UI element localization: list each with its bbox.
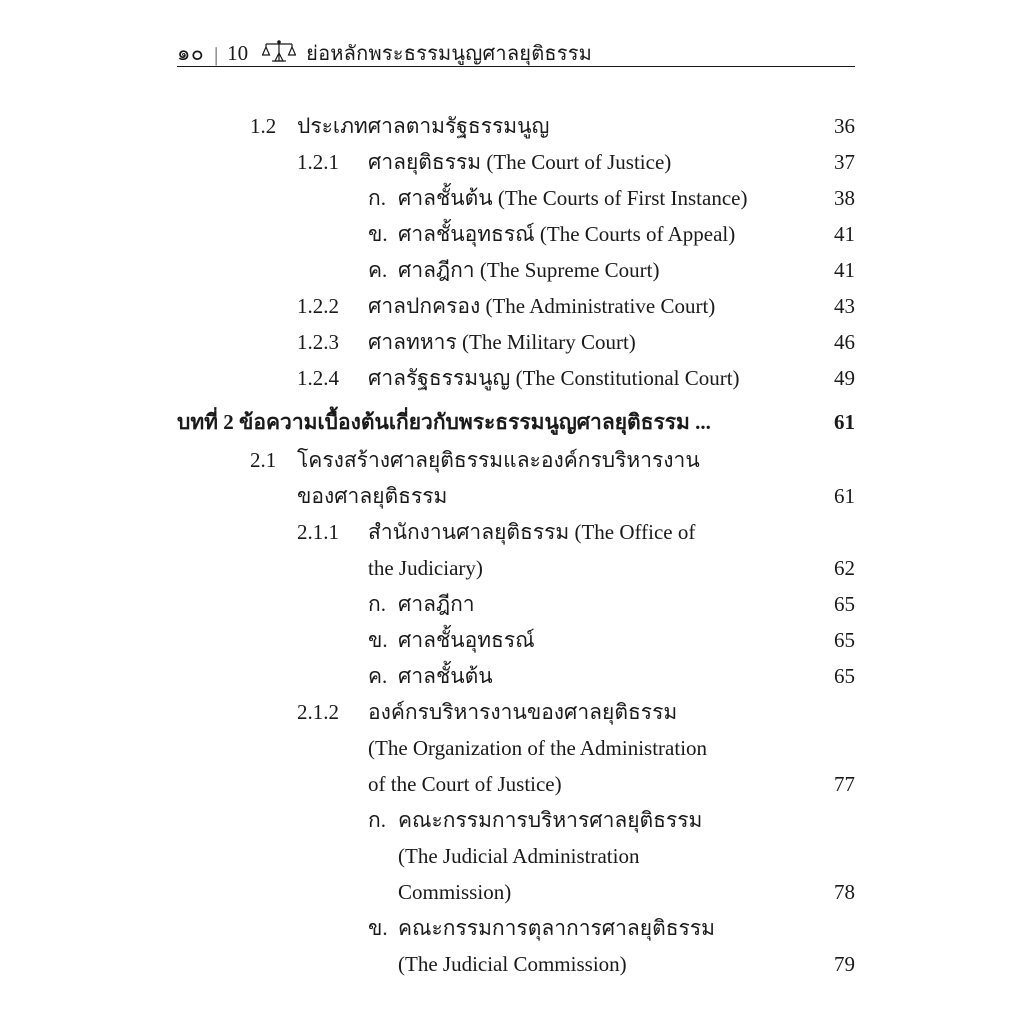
toc-entry-page-number: 43 [834,294,855,318]
toc-entry-row[interactable] [177,658,855,694]
toc-continuation-row [177,478,855,514]
toc-entry-row[interactable] [177,910,855,946]
folio-thai-numeral: ๑๐ [177,41,205,65]
toc-continuation-row [177,550,855,586]
toc-entry-label: ประเภทศาลตามรัฐธรรมนูญ [297,114,550,138]
toc-entry-label: (The Judicial Administration [398,844,640,868]
toc-entry-label: the Judiciary) [368,556,483,580]
toc-entry-label: Commission) [398,880,512,904]
toc-entry-number: ก. [368,808,386,832]
toc-entry-label: องค์กรบริหารงานของศาลยุติธรรม [368,700,678,724]
running-head [177,34,855,66]
toc-entry-row[interactable] [177,586,855,622]
toc-entry-row[interactable] [177,622,855,658]
toc-entry-page-number: 61 [834,484,855,508]
toc-entry-row[interactable] [177,360,855,396]
toc-entry-label: ศาลชั้นต้น (The Courts of First Instance) [398,186,748,210]
scales-of-justice-icon [262,39,296,65]
toc-entry-row[interactable] [177,442,855,478]
page-header [177,34,855,68]
toc-entry-label: โครงสร้างศาลยุติธรรมและองค์กรบริหารงาน [297,448,700,472]
toc-entry-label: ศาลชั้นต้น [398,664,493,688]
toc-entry-label: สำนักงานศาลยุติธรรม (The Office of [368,520,696,544]
toc-entry-row[interactable] [177,324,855,360]
folio-arabic-numeral: 10 [227,41,249,65]
toc-entry-label: ศาลฎีกา [398,592,475,616]
toc-entry-page-number: 65 [834,592,855,616]
toc-continuation-row [177,946,855,982]
toc-entry-number: 1.2.1 [297,150,339,174]
toc-continuation-row [177,766,855,802]
toc-entry-label: ศาลปกครอง (The Administrative Court) [368,294,716,318]
toc-chapter-row[interactable] [177,396,855,442]
toc-entry-page-number: 46 [834,330,855,354]
toc-entry-page-number: 65 [834,664,855,688]
toc-entry-label: คณะกรรมการตุลาการศาลยุติธรรม [398,916,715,940]
toc-entry-label: ศาลฎีกา (The Supreme Court) [398,258,660,282]
toc-entry-number: ค. [368,258,388,282]
toc-entry-number: ก. [368,186,386,210]
toc-entry-page-number: 41 [834,258,855,282]
toc-entry-row[interactable] [177,694,855,730]
toc-entry-number: 1.2 [250,114,277,138]
toc-entry-label: (The Judicial Commission) [398,952,627,976]
toc-chapter-page-number: 61 [834,410,855,434]
toc-entry-label: (The Organization of the Administration [368,736,708,760]
toc-entry-number: ก. [368,592,386,616]
toc-entry-page-number: 78 [834,880,855,904]
toc-entry-page-number: 65 [834,628,855,652]
toc-entry-number: 1.2.2 [297,294,339,318]
toc-entry-page-number: 49 [834,366,855,390]
toc-entry-row[interactable] [177,144,855,180]
toc-entry-page-number: 37 [834,150,855,174]
toc-entry-row[interactable] [177,288,855,324]
toc-entry-number: ค. [368,664,388,688]
toc-entry-number: 1.2.4 [297,366,339,390]
toc-entry-label: ศาลยุติธรรม (The Court of Justice) [368,150,672,174]
toc-entry-row[interactable] [177,802,855,838]
header-rule [177,66,855,67]
table-of-contents [177,108,855,982]
toc-entry-label: คณะกรรมการบริหารศาลยุติธรรม [398,808,703,832]
toc-continuation-row [177,838,855,874]
toc-entry-row[interactable] [177,216,855,252]
toc-entry-number: 1.2.3 [297,330,339,354]
toc-entry-label: ศาลชั้นอุทธรณ์ [398,628,535,652]
toc-entry-page-number: 62 [834,556,855,580]
toc-entry-label: ศาลรัฐธรรมนูญ (The Constitutional Court) [368,366,740,390]
toc-entry-label: of the Court of Justice) [368,772,562,796]
toc-entry-row[interactable] [177,252,855,288]
toc-entry-page-number: 36 [834,114,855,138]
toc-entry-number: 2.1.2 [297,700,339,724]
toc-entry-label: ศาลทหาร (The Military Court) [368,330,636,354]
toc-entry-page-number: 79 [834,952,855,976]
toc-entry-label: ศาลชั้นอุทธรณ์ (The Courts of Appeal) [398,222,736,246]
toc-entry-row[interactable] [177,180,855,216]
toc-entry-page-number: 38 [834,186,855,210]
toc-entry-page-number: 77 [834,772,855,796]
toc-entry-number: 2.1.1 [297,520,339,544]
toc-entry-number: ข. [368,916,388,940]
toc-entry-label: ของศาลยุติธรรม [297,484,448,508]
toc-entry-row[interactable] [177,108,855,144]
toc-entry-number: ข. [368,222,388,246]
toc-entry-number: ข. [368,628,388,652]
toc-entry-number: 2.1 [250,448,277,472]
toc-chapter-label: บทที่ 2 ข้อความเบื้องต้นเกี่ยวกับพระธรรมนูญศาลยุติธรรม ... [177,410,711,434]
running-head-title: ย่อหลักพระธรรมนูญศาลยุติธรรม [306,43,593,65]
toc-entry-page-number: 41 [834,222,855,246]
folio-separator: | [214,44,219,66]
toc-continuation-row [177,730,855,766]
toc-entry-row[interactable] [177,514,855,550]
toc-continuation-row [177,874,855,910]
